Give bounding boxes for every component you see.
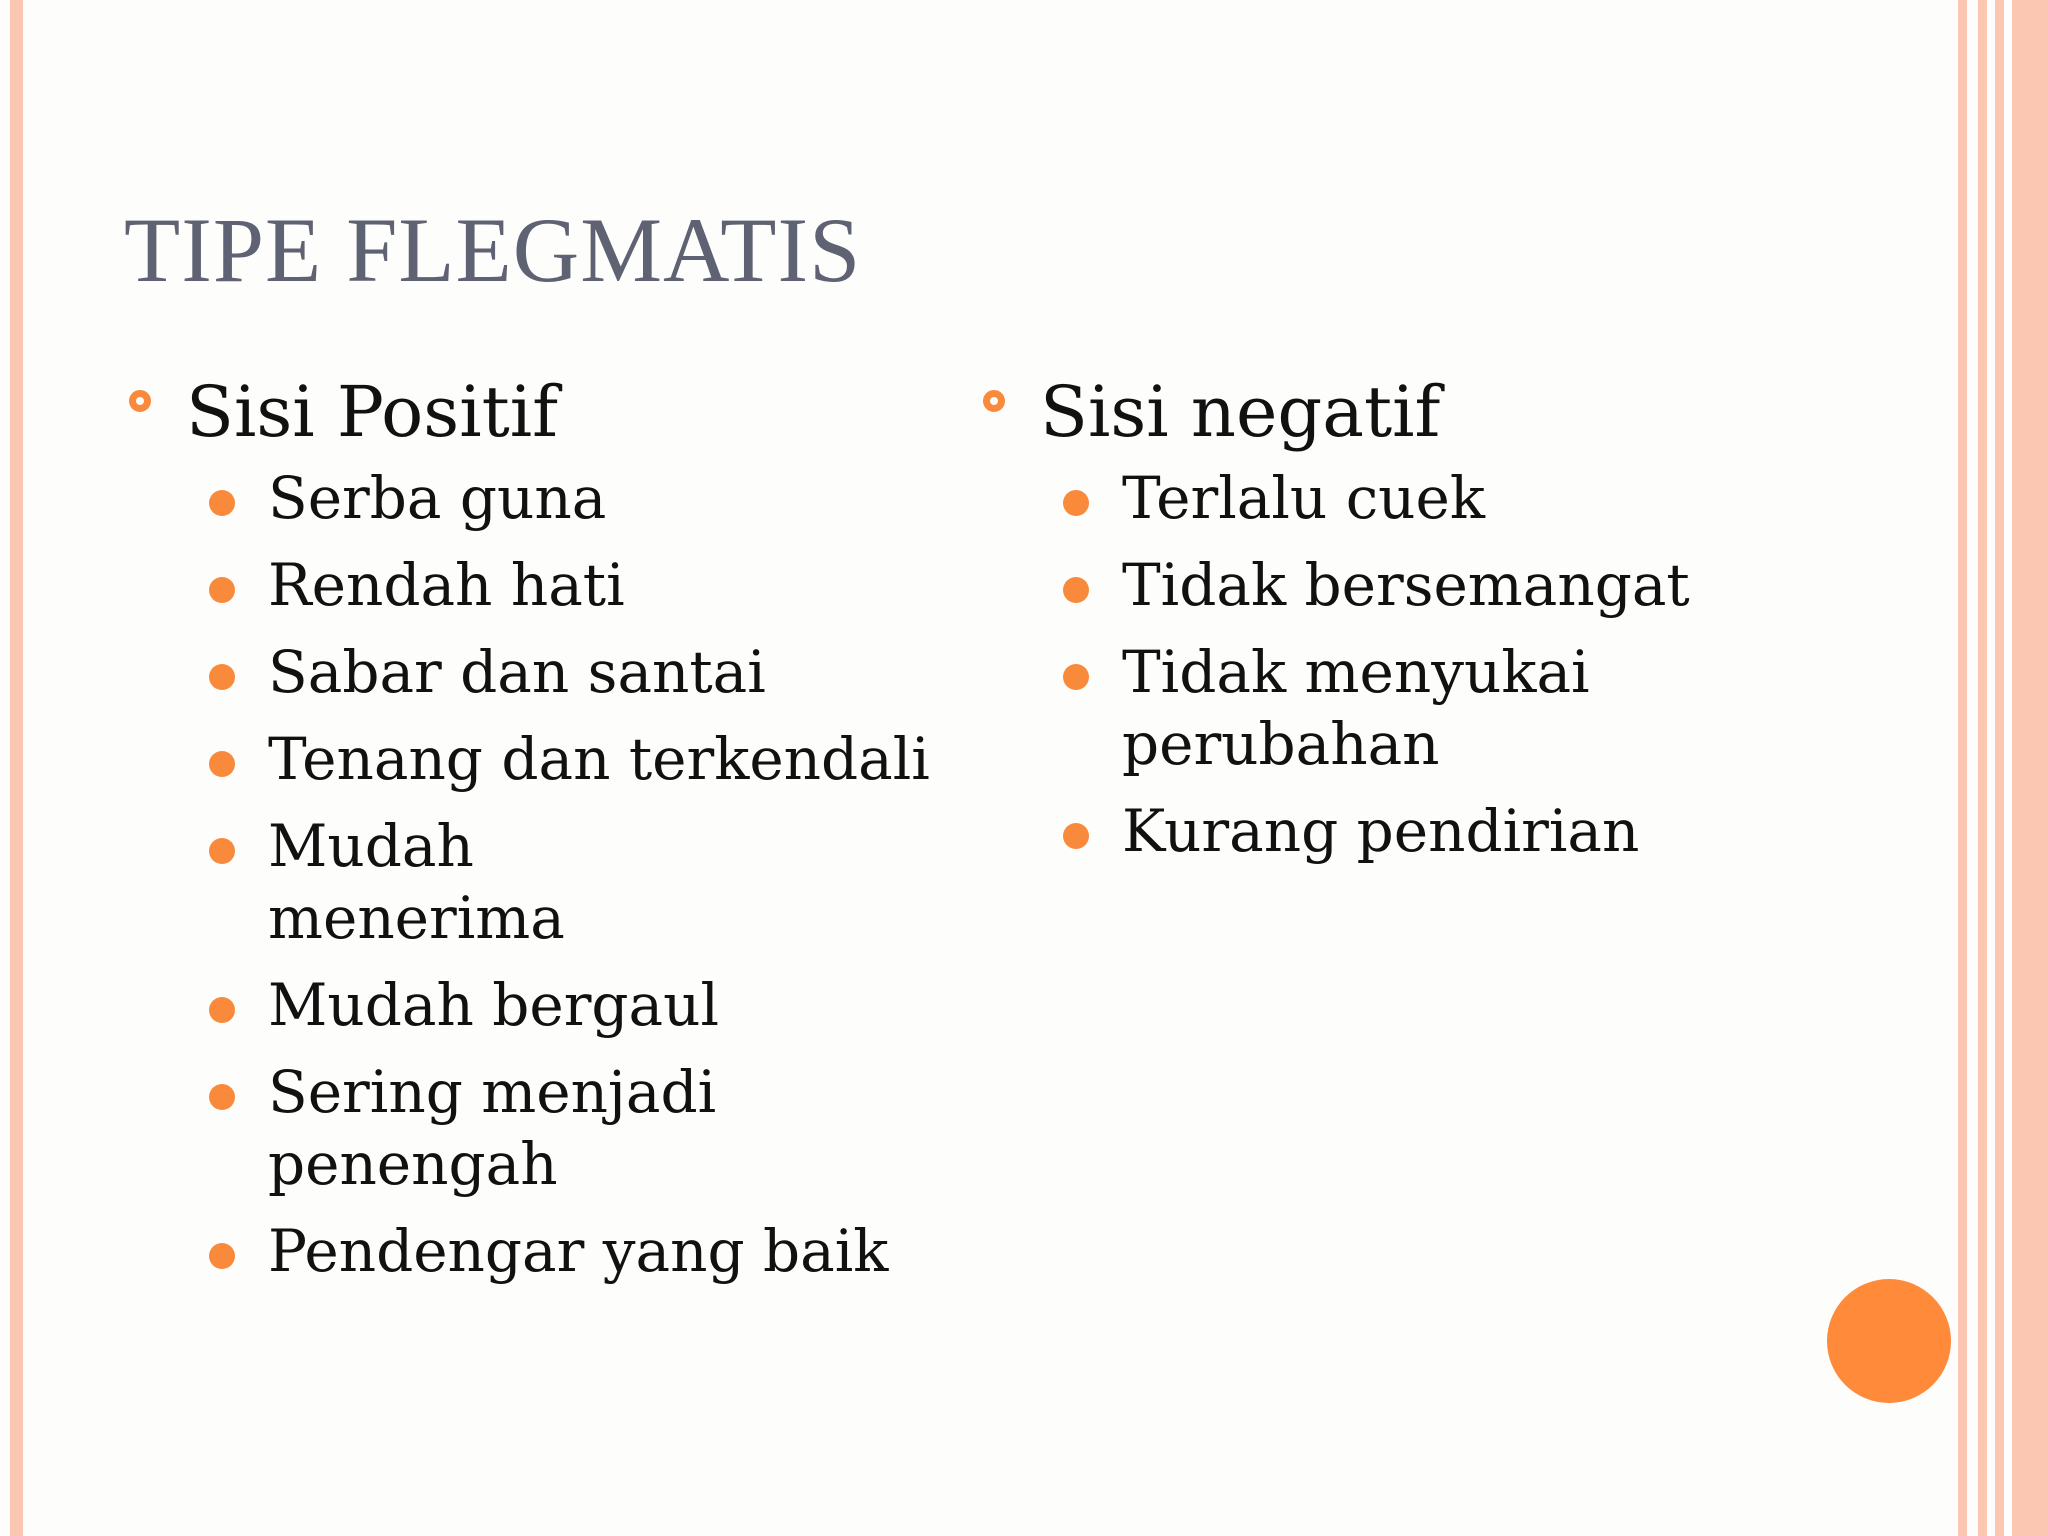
decorative-circle [1827,1279,1951,1403]
dot-bullet-icon [209,664,235,690]
right-border-stripe-3 [1995,0,2004,1536]
positive-list [124,462,930,1287]
dot-bullet-icon [209,997,235,1023]
list-item: Sabar dan santai [124,636,824,708]
list-item: Tidak menyukai perubahan [978,636,1678,780]
dot-bullet-icon [209,1084,235,1110]
negative-heading [978,372,1678,462]
list-item: Tidak bersemangat [978,549,1678,621]
positive-heading [124,372,824,462]
dot-bullet-icon [209,1243,235,1269]
dot-bullet-icon [1063,577,1089,603]
dot-bullet-icon [1063,823,1089,849]
dot-bullet-icon [1063,664,1089,690]
ring-bullet-icon [983,390,1005,412]
ring-bullet-icon [129,390,151,412]
list-item: Pendengar yang baik [124,1215,824,1287]
list-item: Kurang pendirian [978,795,1678,867]
list-item: Mudah bergaul [124,969,824,1041]
negative-heading-text: Sisi negatif [1040,371,1441,453]
slide-title: TIPE FLEGMATIS [124,199,862,301]
dot-bullet-icon [1063,490,1089,516]
dot-bullet-icon [209,838,235,864]
negative-list [978,462,1690,867]
left-border-stripe [10,0,23,1536]
list-item: Serba guna [124,462,824,534]
list-item: Sering menjadi penengah [124,1056,824,1200]
right-border-stripe-4 [2012,0,2048,1536]
positive-heading-text: Sisi Positif [186,371,559,453]
list-item: Terlalu cuek [978,462,1678,534]
dot-bullet-icon [209,577,235,603]
dot-bullet-icon [209,490,235,516]
right-border-stripe-1 [1958,0,1967,1536]
list-item: Rendah hati [124,549,824,621]
negative-column [978,371,1690,882]
list-item: Tenang dan terkendali [124,723,824,795]
dot-bullet-icon [209,751,235,777]
list-item: Mudah menerima [124,810,824,954]
right-border-stripe-2 [1978,0,1987,1536]
positive-column [124,371,930,1302]
